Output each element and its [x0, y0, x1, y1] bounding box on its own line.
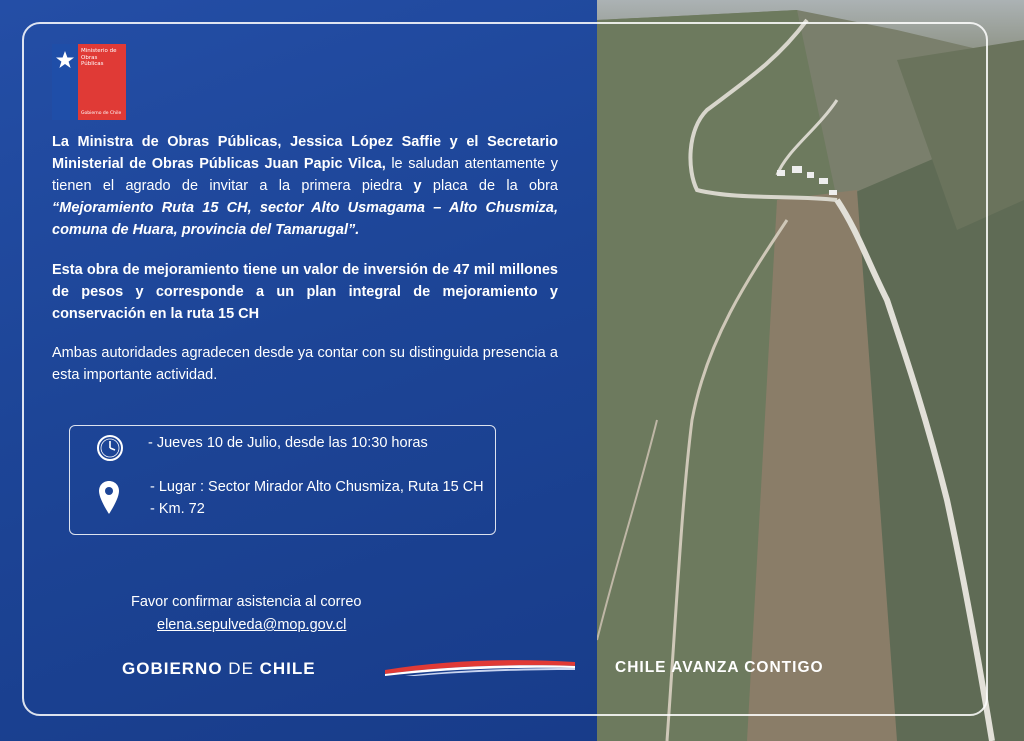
invitation-y: y — [413, 178, 422, 194]
project-name: “Mejoramiento Ruta 15 CH, sector Alto Usmagama – Alto Chusmiza, comuna de Huara, provincia del Tamarugal”. — [52, 200, 558, 238]
invitation-paragraph-1 — [52, 131, 558, 241]
event-date: - Jueves 10 de Julio, desde las 10:30 horas — [148, 435, 428, 451]
logo-ministry-line3: Públicas — [81, 61, 104, 67]
clock-icon — [96, 434, 124, 462]
gobierno-word: GOBIERNO — [122, 659, 223, 678]
ministry-logo — [52, 44, 126, 120]
invitation-intro: le saludan atentamente y tienen el agrado de invitar a la primera piedra — [52, 156, 558, 194]
slogan: CHILE AVANZA CONTIGO — [615, 659, 824, 676]
invitation-intro-2: placa de la obra — [421, 178, 558, 194]
rsvp-email-link[interactable]: elena.sepulveda@mop.gov.cl — [157, 617, 347, 633]
event-details-box — [69, 425, 496, 535]
logo-ministry-line2: Obras — [81, 54, 98, 61]
logo-ministry-line1: Ministerio de — [81, 48, 117, 54]
chile-star-icon — [55, 50, 75, 70]
flag-stripe-decoration — [385, 656, 575, 676]
logo-red-block — [78, 44, 126, 120]
invitation-hosts: La Ministra de Obras Públicas, Jessica López Saffie y el Secretario Ministerial de Obras Públicas Juan Papic Vilca, — [52, 134, 558, 172]
aerial-road-photo — [597, 0, 1024, 741]
thanks-paragraph: Ambas autoridades agradecen desde ya contar con su distinguida presencia a esta importante actividad. — [52, 345, 558, 383]
gobierno-de-chile-logo — [122, 659, 316, 679]
de-word: DE — [222, 659, 260, 678]
chile-word: CHILE — [259, 659, 316, 678]
logo-gov-label: Gobierno de Chile — [81, 110, 122, 116]
rsvp-text: Favor confirmar asistencia al correo — [131, 594, 362, 610]
mountain-road-illustration — [597, 0, 1024, 741]
location-pin-icon — [98, 480, 120, 516]
event-place: - Lugar : Sector Mirador Alto Chusmiza, Ruta 15 CH - Km. 72 — [150, 479, 484, 517]
investment-paragraph: Esta obra de mejoramiento tiene un valor de inversión de 47 mil millones de pesos y corresponde a un plan integral de mejoramiento y conservación en la ruta 15 CH — [52, 262, 558, 322]
logo-blue-block — [52, 44, 78, 120]
